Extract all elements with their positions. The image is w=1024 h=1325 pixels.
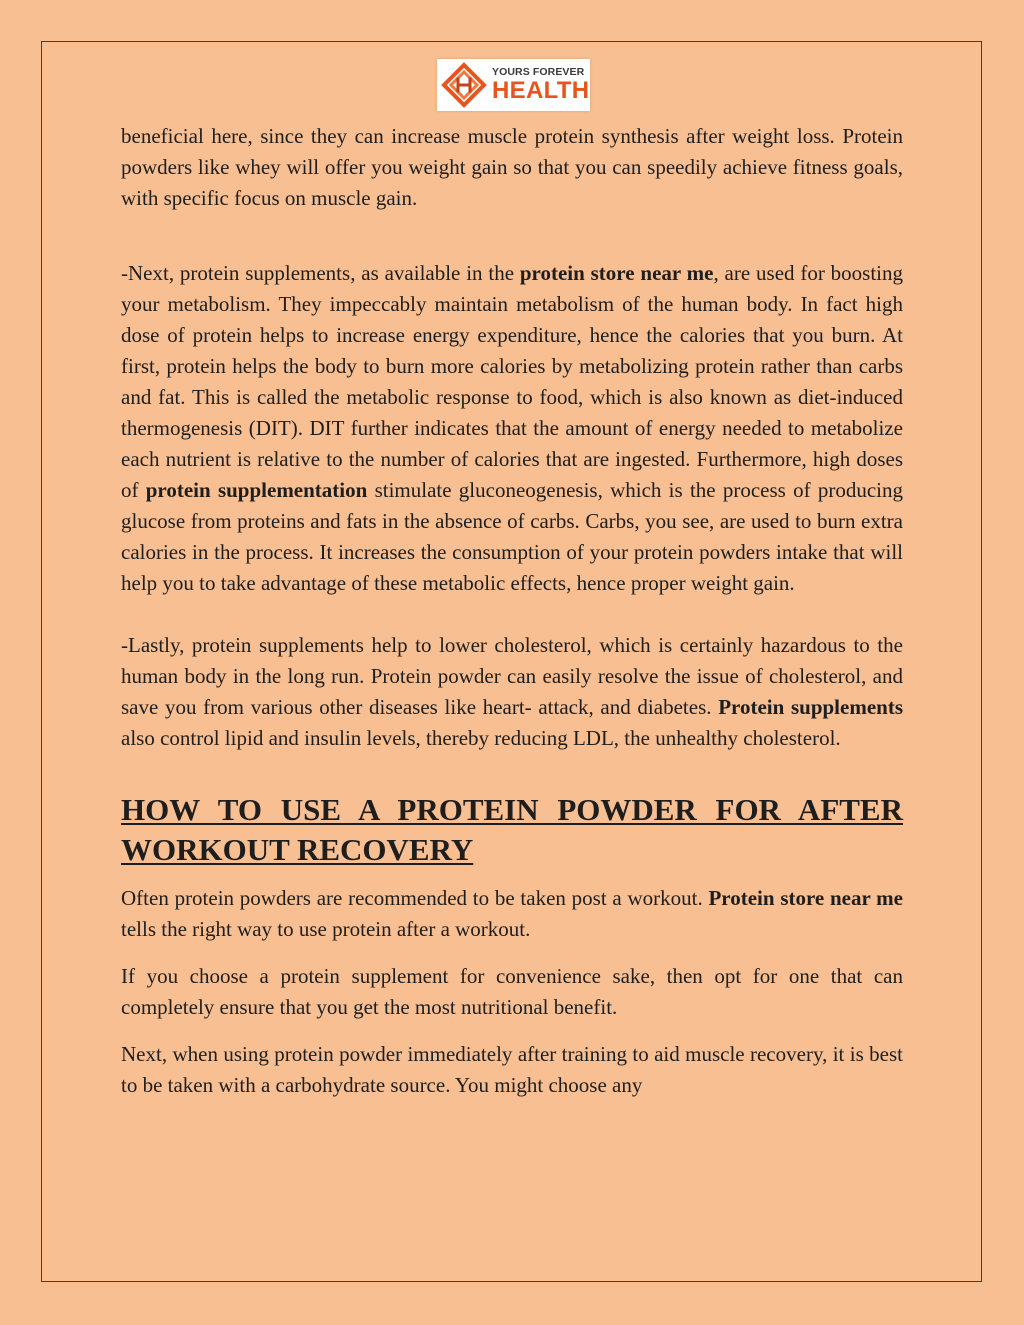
logo-wordmark — [492, 67, 589, 103]
logo-top-text: YOURS FOREVER — [492, 66, 585, 79]
logo-bottom-text: HEALTH — [492, 76, 590, 104]
metabolism-text-start: -Next, protein supplements, as available in the — [121, 261, 520, 285]
cholesterol-paragraph — [121, 630, 903, 754]
intro-paragraph: beneficial here, since they can increase muscle protein synthesis after weight loss. Protein powders like whey will offer you weight gain so that you can speedily achieve fitness goals, with specific focus on muscle gain. — [121, 124, 903, 210]
brand-logo — [437, 59, 590, 111]
protein-supplements-bold: Protein supplements — [718, 695, 903, 719]
after-workout-paragraph — [121, 883, 903, 945]
protein-store-near-me-bold: protein store near me — [519, 261, 714, 285]
after-workout-text-end: tells the right way to use protein after a workout. — [121, 917, 531, 941]
yours-forever-health-logo-icon — [441, 62, 487, 108]
section-heading: HOW TO USE A PROTEIN POWDER FOR AFTER WORKOUT RECOVERY — [121, 792, 903, 867]
protein-store-near-me-bold-2: Protein store near me — [708, 886, 903, 910]
cholesterol-text-end: also control lipid and insulin levels, thereby reducing LDL, the unhealthy cholesterol. — [121, 726, 841, 750]
after-workout-text-start: Often protein powders are recommended to be taken post a workout. — [121, 886, 709, 910]
carbohydrate-paragraph: Next, when using protein powder immediately after training to aid muscle recovery, it is best to be taken with a carbohydrate source. You might choose any — [121, 1042, 903, 1097]
protein-supplementation-bold: protein supplementation — [145, 478, 368, 502]
convenience-paragraph: If you choose a protein supplement for convenience sake, then opt for one that can completely ensure that you get the most nutritional benefit. — [121, 964, 903, 1019]
cholesterol-text-start: -Lastly, protein supplements help to lower cholesterol, which is certainly hazardous to the human body in the long run. Protein powder can easily resolve the issue of cholesterol, and save you from various other diseases like heart- attack, and diabetes. — [121, 633, 903, 719]
metabolism-text-middle: , are used for boosting your metabolism. They impeccably maintain metabolism of the human body. In fact high dose of protein helps to increase energy expenditure, hence the calories that you burn. At first, protein helps the body to burn more calories by metabolizing protein rather than carbs and fat. This is called the metabolic response to food, which is also known as diet-induced thermogenesis (DIT). DIT further indicates that the amount of energy needed to metabolize each nutrient is relative to the number of calories that are ingested. Furthermore, high doses of — [121, 261, 903, 502]
article-body — [121, 121, 903, 1101]
metabolism-text-end: stimulate gluconeogenesis, which is the process of producing glucose from proteins and fats in the absence of carbs. Carbs, you see, are used to burn extra calories in the process. It increases the consumption of your protein powders intake that will help you to take advantage of these metabolic effects, hence proper weight gain. — [121, 478, 903, 595]
metabolism-paragraph — [121, 258, 903, 599]
